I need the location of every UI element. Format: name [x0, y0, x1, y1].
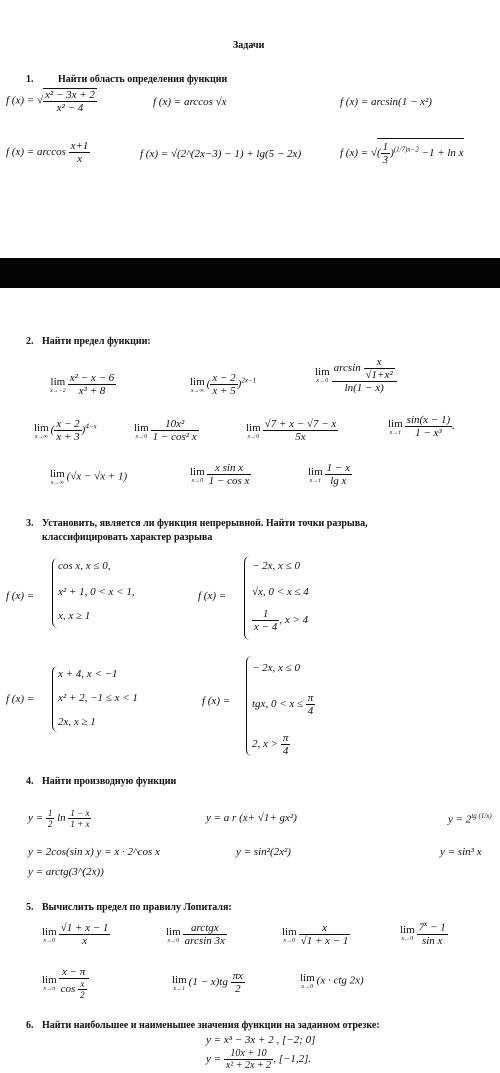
piecewise-1-case-3: x, x ≥ 1 [58, 610, 91, 622]
section-1-heading: Найти область определения функции [58, 74, 228, 85]
formula-domain-3: f (x) = arcsin(1 − x²) [340, 96, 432, 108]
derivative-4: y = 2cos(sin x) y = x · 2^cos x [28, 846, 160, 858]
section-6-number: 6. [26, 1020, 34, 1031]
formula-domain-4: f (x) = arccos $\frac{x+1}{x}$ [6, 140, 89, 165]
piecewise-3-case-1: x + 4, x < −1 [58, 668, 118, 680]
piecewise-4-case-3: 2, x > $\frac{\pi}{4}$ [252, 732, 289, 757]
piecewise-1-case-2: x² + 1, 0 < x < 1, [58, 586, 135, 598]
lhopital-7: lim x→0 (x · ctg 2x) [300, 972, 364, 990]
lhopital-1: lim x→0 $\frac{√1 + x - 1}{x}$ [42, 922, 109, 947]
lhopital-6: lim x→1 (1 − x)tg $\frac{\pi x}{2}$ [172, 970, 244, 995]
formula-domain-5: f (x) = √(2^(2x−3) − 1) + lg(5 − 2x) [140, 148, 302, 160]
section-2-number: 2. [26, 336, 34, 347]
lhopital-2: lim x→0 $\frac{\text{arctgx}}{\arcsin 3x}$ [166, 922, 225, 947]
piecewise-4-case-1: − 2x, x ≤ 0 [252, 662, 300, 674]
piecewise-3-case-2: x² + 2, −1 ≤ x < 1 [58, 692, 138, 704]
section-3-heading-line2: классифицировать характер разрыва [42, 532, 213, 543]
derivative-2: y = a r (x+ √1+ gx²) [206, 812, 297, 824]
limit-9: lim x→0 $\frac{\text{x sin x}}{\text{1 − cos x}}$ [190, 462, 250, 487]
section-4-heading: Найти производную функции [42, 776, 177, 787]
derivative-3: $y = 2^{tg (1/x)}$ [448, 812, 492, 826]
formula-domain-2: f (x) = arccos √x [153, 96, 227, 108]
section-1-number: 1. [26, 74, 34, 85]
limit-1: lim x→−2 $\frac{\text{x² − x − 6}}{\text{x³ + 8}}$ [50, 372, 115, 397]
extremum-2: y = $\frac{10x + 10}{\text{x² + 2x + 2}}$ , [−1,2]. [206, 1048, 312, 1071]
piecewise-2-case-2: √x, 0 < x ≤ 4 [252, 586, 309, 598]
piecewise-4-case-2: tgx, 0 < x ≤ $\frac{\pi}{4}$ [252, 692, 314, 717]
lhopital-5: lim x→π x − π cos $\frac{x}{2}$ [42, 966, 89, 1000]
section-4-number: 4. [26, 776, 34, 787]
derivative-1: y = $\frac{1}{2}$ ln $\frac{1 - x}{1 + x}$ [28, 808, 90, 829]
piecewise-1-lhs: f (x) = [6, 590, 35, 602]
section-6-heading: Найти наибольшее и наименьшее значения функции на заданном отрезке: [42, 1020, 380, 1031]
section-5-number: 5. [26, 902, 34, 913]
limit-7: lim x→1 $\frac{\sin(x - 1)}{\text{1 − x³}}$ . [388, 414, 455, 439]
limit-4: lim x→∞ ( $\frac{x - 2}{x + 3}$ )$^{4-x}$ [34, 418, 97, 443]
extremum-1: y = x³ − 3x + 2 , [−2; 0] [206, 1034, 316, 1046]
extremum-2-interval: , [−1,2]. [273, 1053, 312, 1066]
limit-6: lim x→0 $\frac{√7 + x - √7 - x}{5x}$ [246, 418, 337, 443]
piecewise-3-case-3: 2x, x ≥ 1 [58, 716, 96, 728]
section-5-heading: Вычислить предел по правилу Лопиталя: [42, 902, 232, 913]
piecewise-2-brace [244, 556, 251, 640]
piecewise-1-case-1: cos x, x ≤ 0, [58, 560, 111, 572]
section-3-heading: Установить, является ли функция непрерывной. Найти точки разрыва, [42, 518, 368, 529]
piecewise-4-lhs: f (x) = [202, 695, 231, 707]
page-divider-band [0, 258, 500, 288]
formula-domain-6: f (x) = √( $\frac{1}{3}$ )$^{(1/7)x-2}$ −1 + ln x [340, 138, 464, 166]
limit-8: lim x→∞ (√x − √x + 1) [50, 468, 128, 486]
derivative-5: y = sin²(2x²) [236, 846, 291, 858]
derivative-6: y = sin³ x [440, 846, 482, 858]
piecewise-2-lhs: f (x) = [198, 590, 227, 602]
piecewise-2-case-3: $\frac{1}{x - 4}$ , x > 4 [254, 608, 309, 633]
piecewise-2-case-1: − 2x, x ≤ 0 [252, 560, 300, 572]
section-3-number: 3. [26, 518, 34, 529]
page-title: Задачи [233, 40, 265, 51]
derivative-7: y = arctg(3^(2x)) [28, 866, 104, 878]
limit-10: lim x→1 $\frac{1 - x}{\text{lg x}}$ [308, 462, 350, 487]
piecewise-3-lhs: f (x) = [6, 693, 35, 705]
limit-3: lim x→0 arcsin $\frac{x}{\text{√1+x²}}$ ln(1 − x) [315, 356, 397, 394]
formula-domain-1: f (x) = √ $\frac{\text{x² − 3x + 2}}{\text{x² − 4}}$ [6, 89, 95, 114]
limit-5: lim x→0 $\frac{\text{10x²}}{\text{1 − cos² x}}$ [134, 418, 197, 443]
formula-domain-6-tail: −1 + ln x [421, 147, 464, 160]
limit-2: lim x→∞ ( $\frac{x - 2}{x + 5}$ )$^{2x-1}$ [190, 372, 257, 397]
lhopital-4: lim x→0 $\frac{7^x - 1}{\text{sin x}}$ [400, 920, 446, 947]
section-2-heading: Найти предел функции: [42, 336, 151, 347]
lhopital-3: lim x→0 $\frac{x}{√1 + x - 1}$ [282, 922, 349, 947]
